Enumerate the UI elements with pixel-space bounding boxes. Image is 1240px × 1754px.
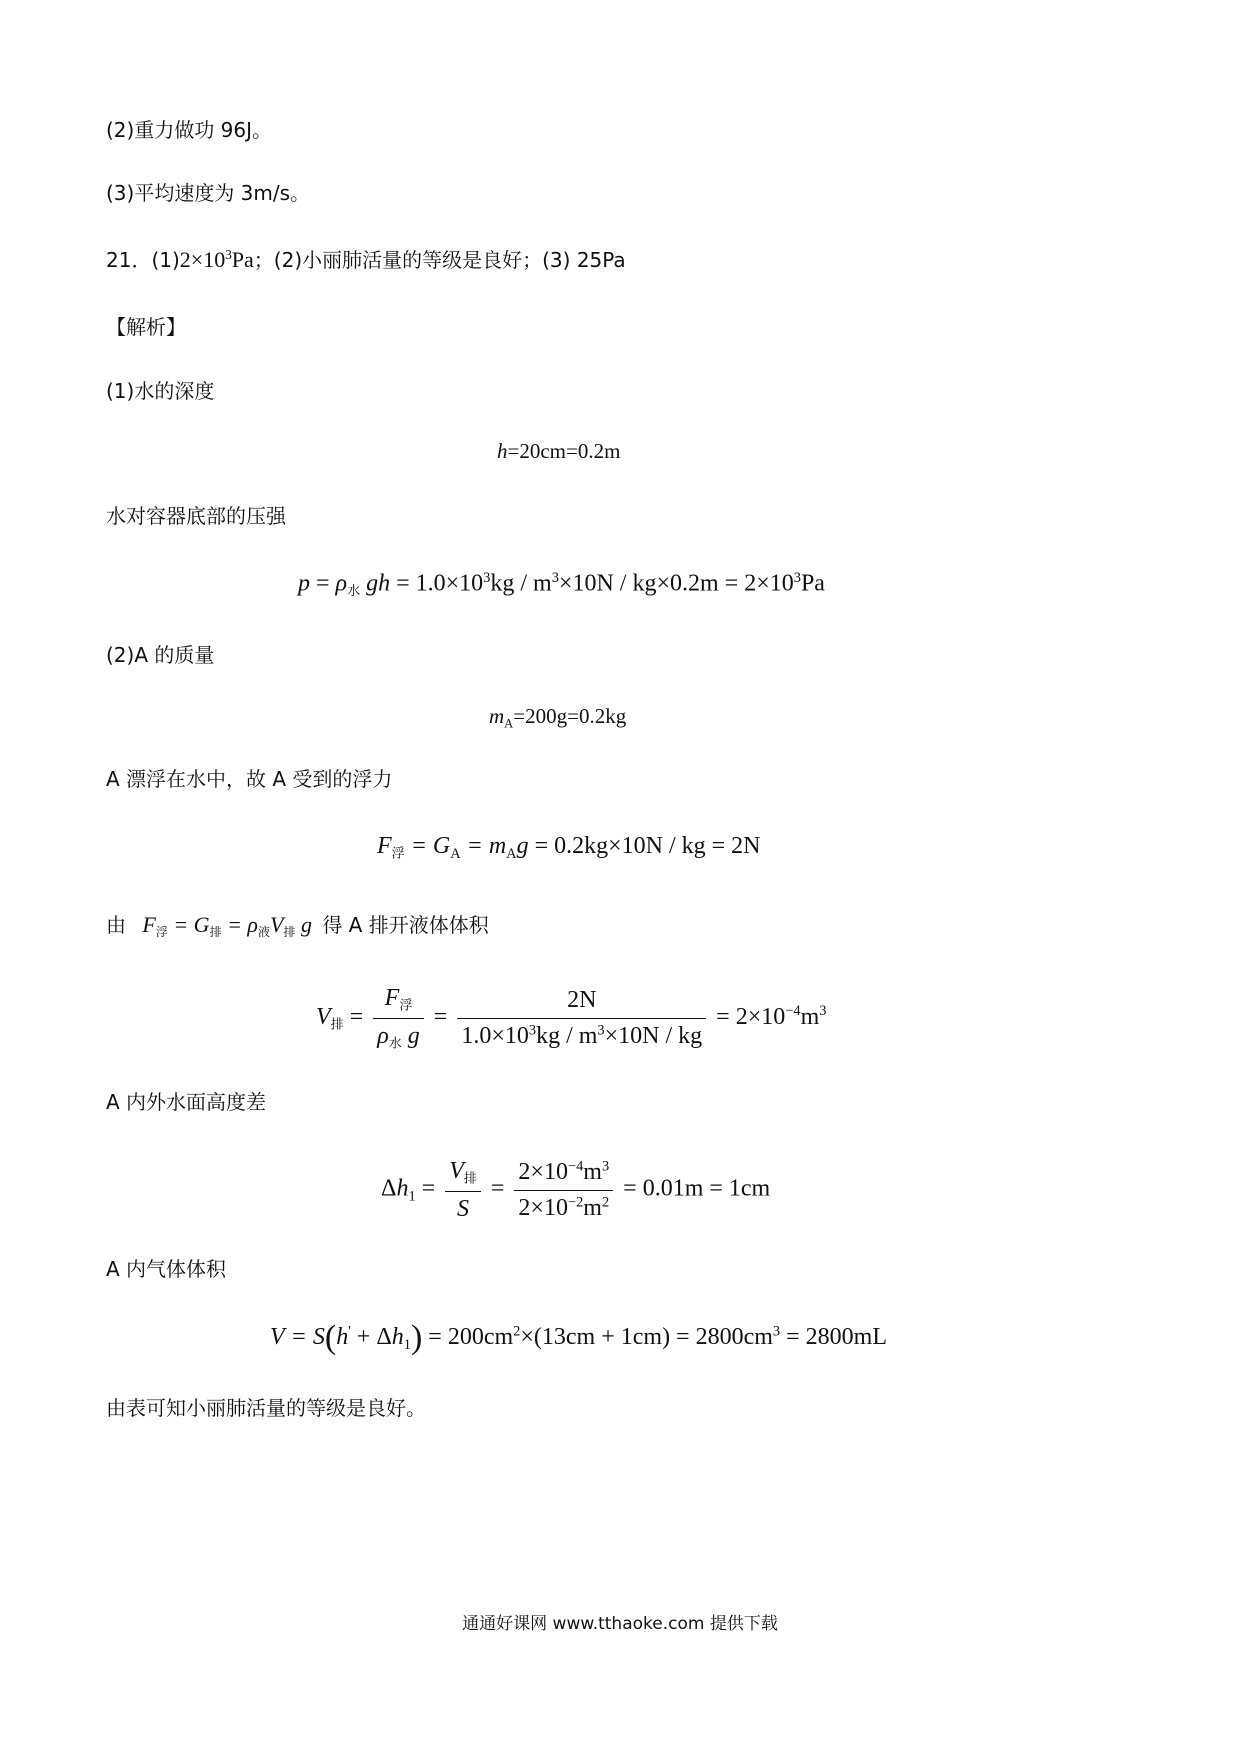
volume-fraction-1: $\frac{F_浮}{\rho_水 g}$ (373, 985, 424, 1052)
part1-heading: (1)水的深度 (106, 379, 215, 403)
inline-suffix: 得 A 排开液体体积 (322, 913, 489, 937)
height-fraction-2: $\frac{2\times 10^{-4}m^3}{2\times 10^{-2}m^2}$ (514, 1159, 613, 1221)
inline-equation: $F_浮 = G_排 = \rho_液V_排$ g (142, 912, 312, 940)
conclusion: 由表可知小丽肺活量的等级是良好。 (106, 1396, 426, 1420)
answer-21-rest: ；(2)小丽肺活量的等级是良好；(3) 25Pa (253, 247, 626, 272)
depth-equation: h=20cm=0.2m (497, 439, 621, 463)
displacement-heading (106, 914, 489, 938)
answer-line-3: (3)平均速度为 3m/s。 (106, 181, 311, 205)
height-fraction-1: $\frac{V_排}{S}$ (445, 1158, 481, 1222)
height-heading: A 内外水面高度差 (106, 1090, 267, 1114)
buoyancy-equation: $F_浮 = G_A = m_Ag = 0.2kg\times 10N$ / kg = 2N (377, 833, 761, 863)
part2-heading: (2)A 的质量 (106, 643, 215, 667)
pressure-equation: $p = \rho_水$ gh = $1.0\times 10^3kg / m^3\times 10N / kg\times 0.2m = 2\times 10^3Pa$ (298, 570, 825, 600)
pressure-heading: 水对容器底部的压强 (106, 504, 286, 528)
answer-line-2: (2)重力做功 96J。 (106, 118, 273, 142)
volume-fraction-2: $\frac{2N}{1.0\times 10^3kg / m^3\times 10N / kg}$ (457, 987, 706, 1049)
answer-21 (106, 248, 626, 271)
mass-equation: $m_A=200g=0.2kg$ (489, 704, 627, 731)
inline-prefix: 由 (106, 913, 126, 937)
gas-equation: $V = S(h' + \Delta h_1) = 200cm^2\times(13cm + 1cm) = 2800cm^3 = 2800mL$ (270, 1319, 887, 1356)
answer-21-value: $2\times 10^3Pa$ (179, 246, 254, 272)
page-footer: 通通好课网 www.tthaoke.com 提供下载 (462, 1614, 778, 1634)
answer-21-prefix: 21．(1) (106, 247, 180, 272)
height-equation: $\Delta h_1$ = $\frac{V_排}{S}$ = $\frac{2\times 10^{-4}m^3}{2\times 10^{-2}m^2}$ = 0.01m = 1cm (381, 1158, 771, 1222)
volume-equation: $V_排$ = $\frac{F_浮}{\rho_水 g}$ = $\frac{2N}{1.0\times 10^3kg / m^3\times 10N / kg}$ = $2\times 10^{-4}m^3$ (316, 985, 827, 1052)
float-heading: A 漂浮在水中，故 A 受到的浮力 (106, 767, 393, 791)
gas-heading: A 内气体体积 (106, 1257, 227, 1281)
analysis-heading: 【解析】 (106, 315, 186, 339)
